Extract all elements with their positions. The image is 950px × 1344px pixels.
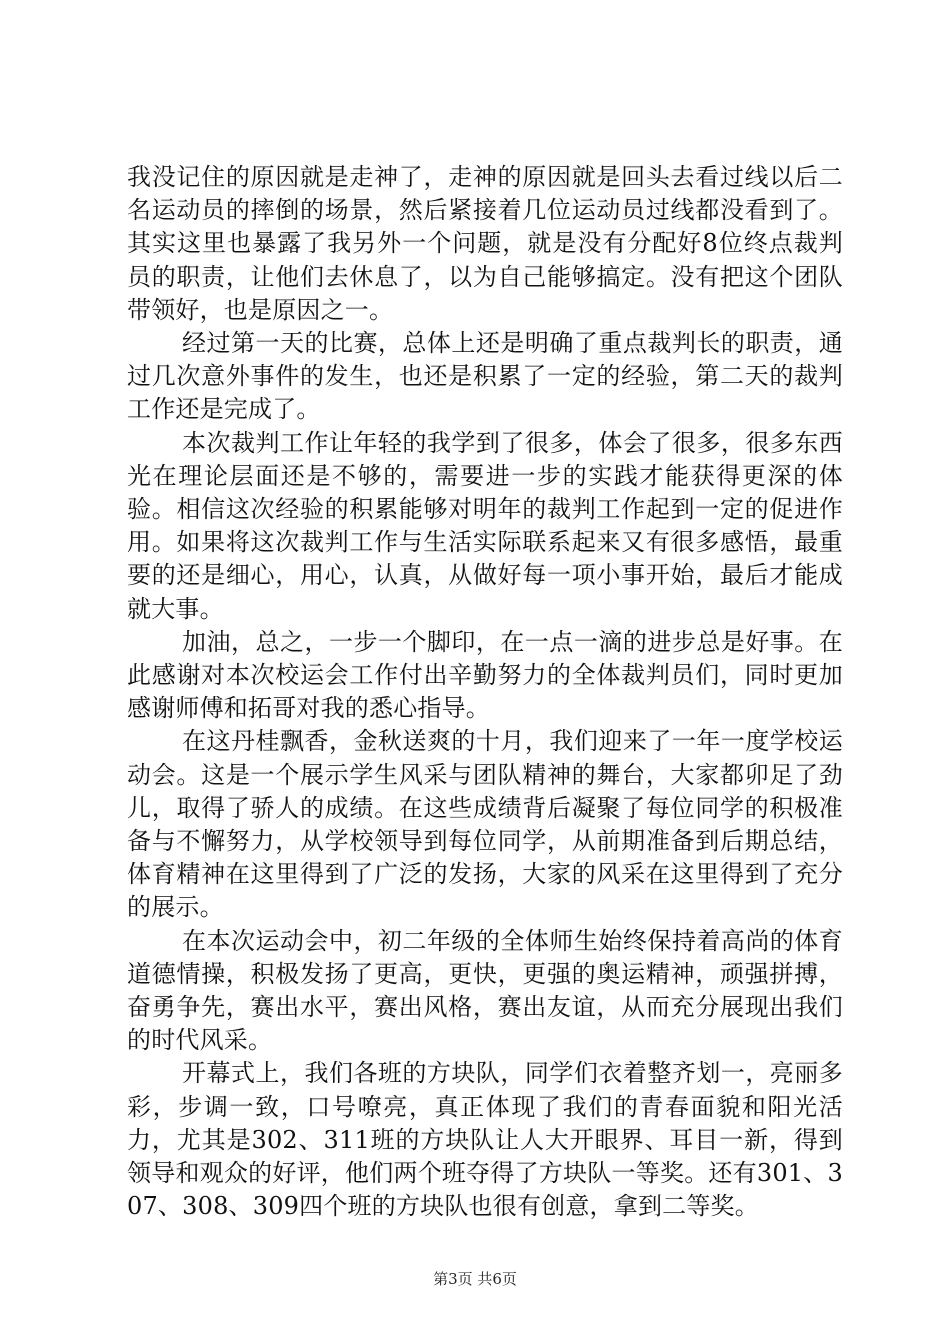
paragraph-5: 在这丹桂飘香，金秋送爽的十月，我们迎来了一年一度学校运动会。这是一个展示学生风采与团队精神的舞台，大家都卯足了劲儿，取得了骄人的成绩。在这些成绩背后凝聚了每位同学的积极准备与不懈努力，从学校领导到每位同学，从前期准备到后期总结，体育精神在这里得到了广泛的发扬，大家的风采在这里得到了充分的展示。 (127, 727, 843, 922)
paragraph-7: 开幕式上，我们各班的方块队，同学们衣着整齐划一，亮丽多彩，步调一致，口号嘹亮，真正体现了我们的青春面貌和阳光活力，尤其是302、311班的方块队让人大开眼界、耳目一新，得到领导和观众的好评，他们两个班夺得了方块队一等奖。还有301、307、308、309四个班的方块队也很有创意，拿到二等奖。 (127, 1059, 843, 1221)
paragraph-3: 本次裁判工作让年轻的我学到了很多，体会了很多，很多东西光在理论层面还是不够的，需要进一步的实践才能获得更深的体验。相信这次经验的积累能够对明年的裁判工作起到一定的促进作用。如果将这次裁判工作与生活实际联系起来又有很多感悟，最重要的还是细心，用心，认真，从做好每一项小事开始，最后才能成就大事。 (127, 428, 843, 623)
paragraph-6: 在本次运动会中，初二年级的全体师生始终保持着高尚的体育道德情操，积极发扬了更高，更快，更强的奥运精神，顽强拼搏，奋勇争先，赛出水平，赛出风格，赛出友谊，从而充分展现出我们的时代风采。 (127, 926, 843, 1055)
paragraph-2: 经过第一天的比赛，总体上还是明确了重点裁判长的职责，通过几次意外事件的发生，也还是积累了一定的经验，第二天的裁判工作还是完成了。 (127, 329, 843, 424)
document-body (127, 161, 843, 1224)
page-number-footer: 第3页 共6页 (433, 1270, 517, 1288)
paragraph-4: 加油，总之，一步一个脚印，在一点一滴的进步总是好事。在此感谢对本次校运会工作付出辛勤努力的全体裁判员们，同时更加感谢师傅和拓哥对我的悉心指导。 (127, 627, 843, 723)
paragraph-1: 我没记住的原因就是走神了，走神的原因就是回头去看过线以后二名运动员的摔倒的场景，然后紧接着几位运动员过线都没看到了。其实这里也暴露了我另外一个问题，就是没有分配好8位终点裁判员的职责，让他们去休息了，以为自己能够搞定。没有把这个团队带领好，也是原因之一。 (127, 163, 843, 324)
